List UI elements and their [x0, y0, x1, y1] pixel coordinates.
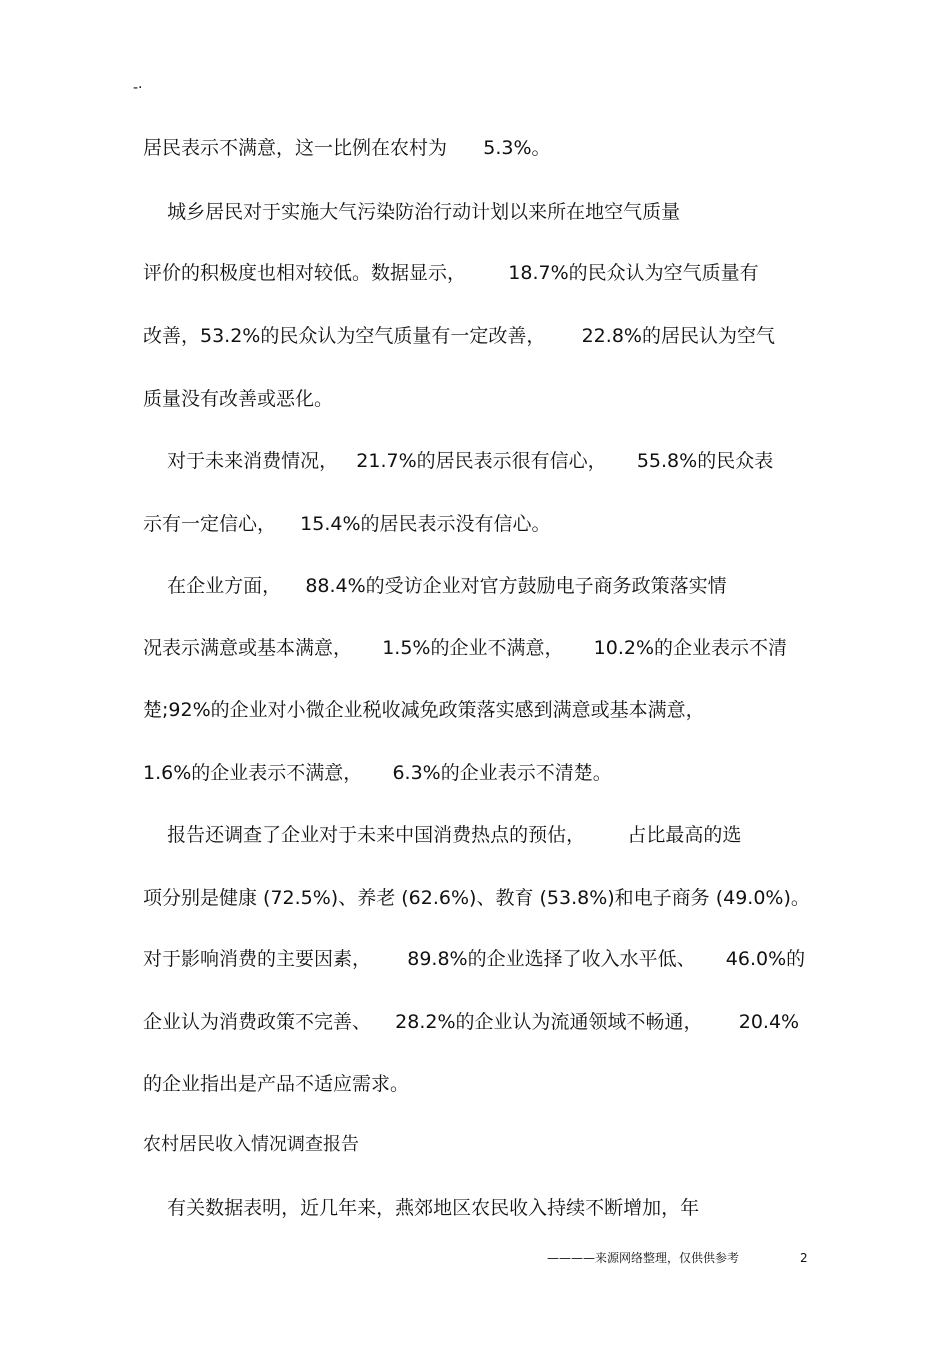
text-line: 在企业方面， 88.4%的受访企业对官方鼓励电子商务政策落实情: [143, 575, 727, 597]
text-line: 项分别是健康 (72.5%)、养老 (62.6%)、教育 (53.8%)和电子商务 (49.0%)。: [143, 887, 810, 909]
header-mark: -·: [133, 80, 143, 96]
text-line: 楚;92%的企业对小微企业税收减免政策落实感到满意或基本满意，: [143, 699, 705, 721]
text-line: 改善，53.2%的民众认为空气质量有一定改善， 22.8%的居民认为空气: [143, 325, 775, 347]
page-number: 2: [800, 1251, 808, 1265]
text-line: 对于影响消费的主要因素， 89.8%的企业选择了收入水平低、 46.0%的: [143, 948, 806, 970]
text-line: 1.6%的企业表示不满意， 6.3%的企业表示不清楚。: [143, 762, 612, 784]
text-line: 对于未来消费情况， 21.7%的居民表示很有信心， 55.8%的民众表: [143, 450, 774, 472]
footer-source-note: ————来源网络整理，仅供供参考: [547, 1251, 740, 1265]
text-line: 的企业指出是产品不适应需求。: [143, 1073, 410, 1095]
text-line: 示有一定信心， 15.4%的居民表示没有信心。: [143, 513, 551, 535]
section-heading: 农村居民收入情况调查报告: [143, 1134, 359, 1155]
text-line: 况表示满意或基本满意， 1.5%的企业不满意， 10.2%的企业表示不清: [143, 637, 788, 659]
text-line: 企业认为消费政策不完善、 28.2%的企业认为流通领域不畅通， 20.4%: [143, 1011, 800, 1033]
text-line: 评价的积极度也相对较低。数据显示， 18.7%的民众认为空气质量有: [143, 262, 759, 284]
text-line: 有关数据表明，近几年来，燕郊地区农民收入持续不断增加，年: [143, 1197, 700, 1219]
text-line: 报告还调查了企业对于未来中国消费热点的预估， 占比最高的选: [143, 824, 742, 846]
text-line: 居民表示不满意，这一比例在农村为 5.3%。: [143, 137, 551, 159]
text-line: 质量没有改善或恶化。: [143, 388, 334, 410]
text-line: 城乡居民对于实施大气污染防治行动计划以来所在地空气质量: [143, 201, 681, 223]
